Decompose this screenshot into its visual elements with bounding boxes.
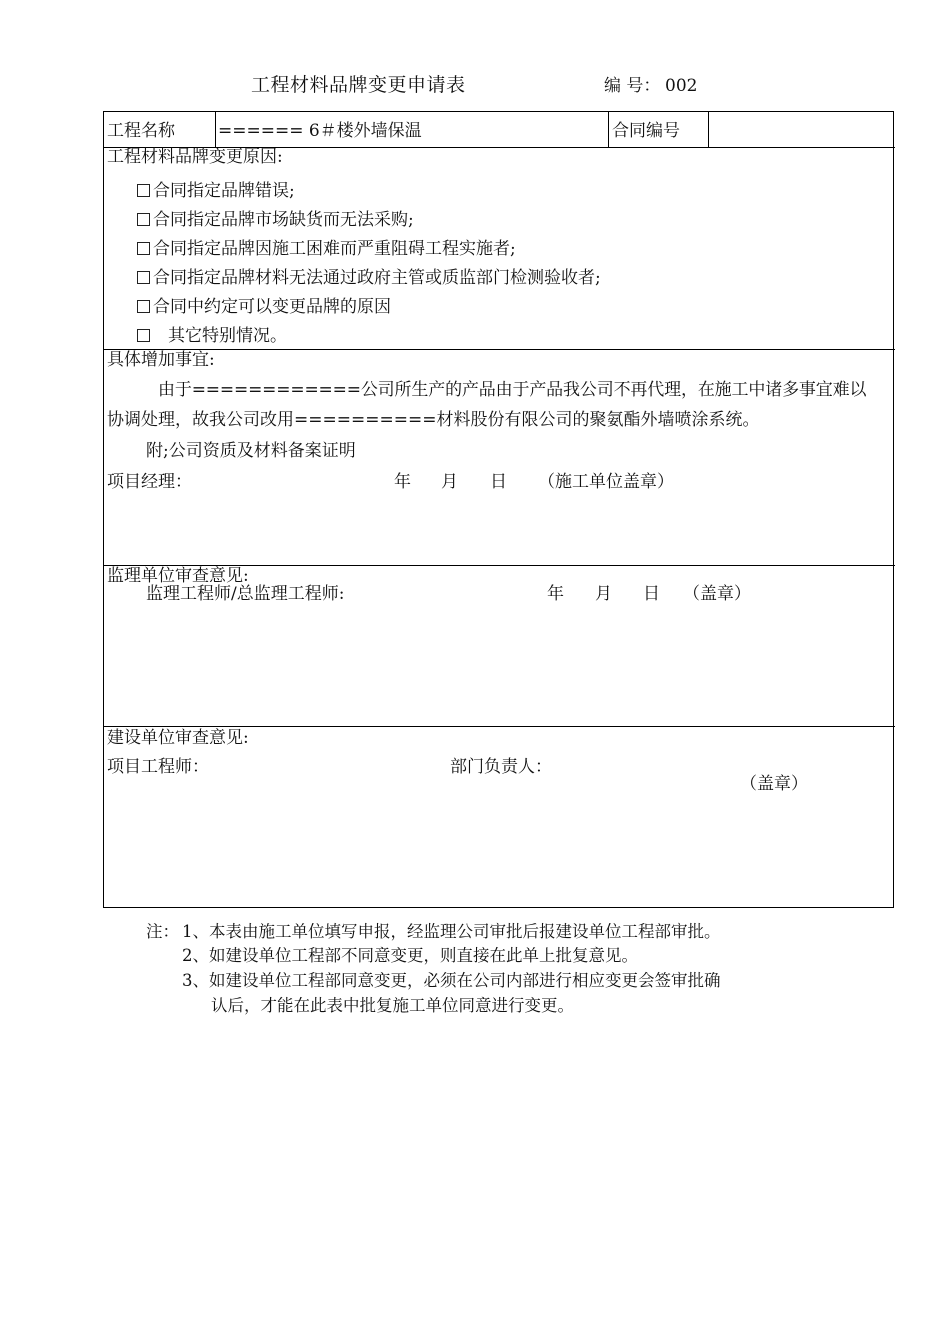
checkbox-icon[interactable] (137, 300, 150, 313)
divider-supervision (103, 726, 895, 727)
reason-label: 合同中约定可以变更品牌的原因 (153, 297, 391, 317)
notes-prefix: 注： (146, 922, 179, 941)
reasons-heading: 工程材料品牌变更原因: (107, 147, 283, 167)
department-head-label: 部门负责人： (450, 757, 552, 777)
attachment-note: 附;公司资质及材料备案证明 (146, 441, 356, 461)
reason-label: 其它特别情况。 (168, 326, 287, 346)
contractor-stamp-label: （施工单位盖章） (538, 472, 674, 492)
reason-option[interactable] (137, 328, 287, 345)
contract-number-label: 合同编号 (612, 121, 680, 141)
divider-name-col (215, 111, 216, 147)
supervision-engineer-label: 监理工程师/总监理工程师: (146, 584, 345, 604)
reason-option[interactable] (137, 183, 295, 200)
owner-heading: 建设单位审查意见: (107, 728, 249, 748)
date-year-label: 年 (547, 584, 564, 604)
details-paragraph-line: 协调处理，故我公司改用==========材料股份有限公司的聚氨酯外墙喷涂系统。 (107, 410, 760, 430)
reason-label: 合同指定品牌错误; (153, 181, 295, 201)
supervision-stamp-label: （盖章） (683, 584, 751, 604)
date-month-label: 月 (595, 584, 612, 604)
project-name-label: 工程名称 (107, 121, 175, 141)
reason-label: 合同指定品牌因施工困难而严重阻碍工程实施者; (153, 239, 516, 259)
note-line: 2、如建设单位工程部不同意变更，则直接在此单上批复意见。 (182, 946, 638, 965)
checkbox-icon[interactable] (137, 213, 150, 226)
checkbox-icon[interactable] (137, 271, 150, 284)
serial-number-label: 编 号： (604, 76, 661, 96)
note-line: 3、如建设单位工程部同意变更，必须在公司内部进行相应变更会签审批确 (182, 971, 721, 990)
reason-option[interactable] (137, 270, 601, 287)
reason-label: 合同指定品牌市场缺货而无法采购; (153, 210, 414, 230)
details-heading: 具体增加事宜: (107, 350, 215, 370)
checkbox-icon[interactable] (137, 329, 150, 342)
note-line: 认后，才能在此表中批复施工单位同意进行变更。 (211, 996, 574, 1015)
form-title: 工程材料品牌变更申请表 (251, 74, 466, 96)
reason-option[interactable] (137, 299, 391, 316)
divider-contract-value-col (708, 111, 709, 147)
owner-engineer-label: 项目工程师： (107, 757, 209, 777)
note-line: 1、本表由施工单位填写申报，经监理公司审批后报建设单位工程部审批。 (182, 922, 721, 941)
date-day-label: 日 (643, 584, 660, 604)
divider-contract-col (608, 111, 609, 147)
checkbox-icon[interactable] (137, 184, 150, 197)
reason-option[interactable] (137, 212, 414, 229)
supervision-heading: 监理单位审查意见: (107, 566, 249, 586)
date-month-label: 月 (441, 472, 458, 492)
date-day-label: 日 (490, 472, 507, 492)
checkbox-icon[interactable] (137, 242, 150, 255)
divider-reasons (103, 349, 895, 350)
details-paragraph-line: 由于============公司所生产的产品由于产品我公司不再代理，在施工中诸多事宜难以 (158, 380, 867, 400)
reason-label: 合同指定品牌材料无法通过政府主管或质监部门检测验收者; (153, 268, 601, 288)
reason-option[interactable] (137, 241, 516, 258)
project-manager-label: 项目经理： (107, 472, 192, 492)
project-name-value: ====== 6＃楼外墙保温 (218, 121, 422, 141)
serial-number-value: 002 (665, 76, 698, 96)
owner-stamp-label: （盖章） (740, 774, 808, 794)
date-year-label: 年 (394, 472, 411, 492)
